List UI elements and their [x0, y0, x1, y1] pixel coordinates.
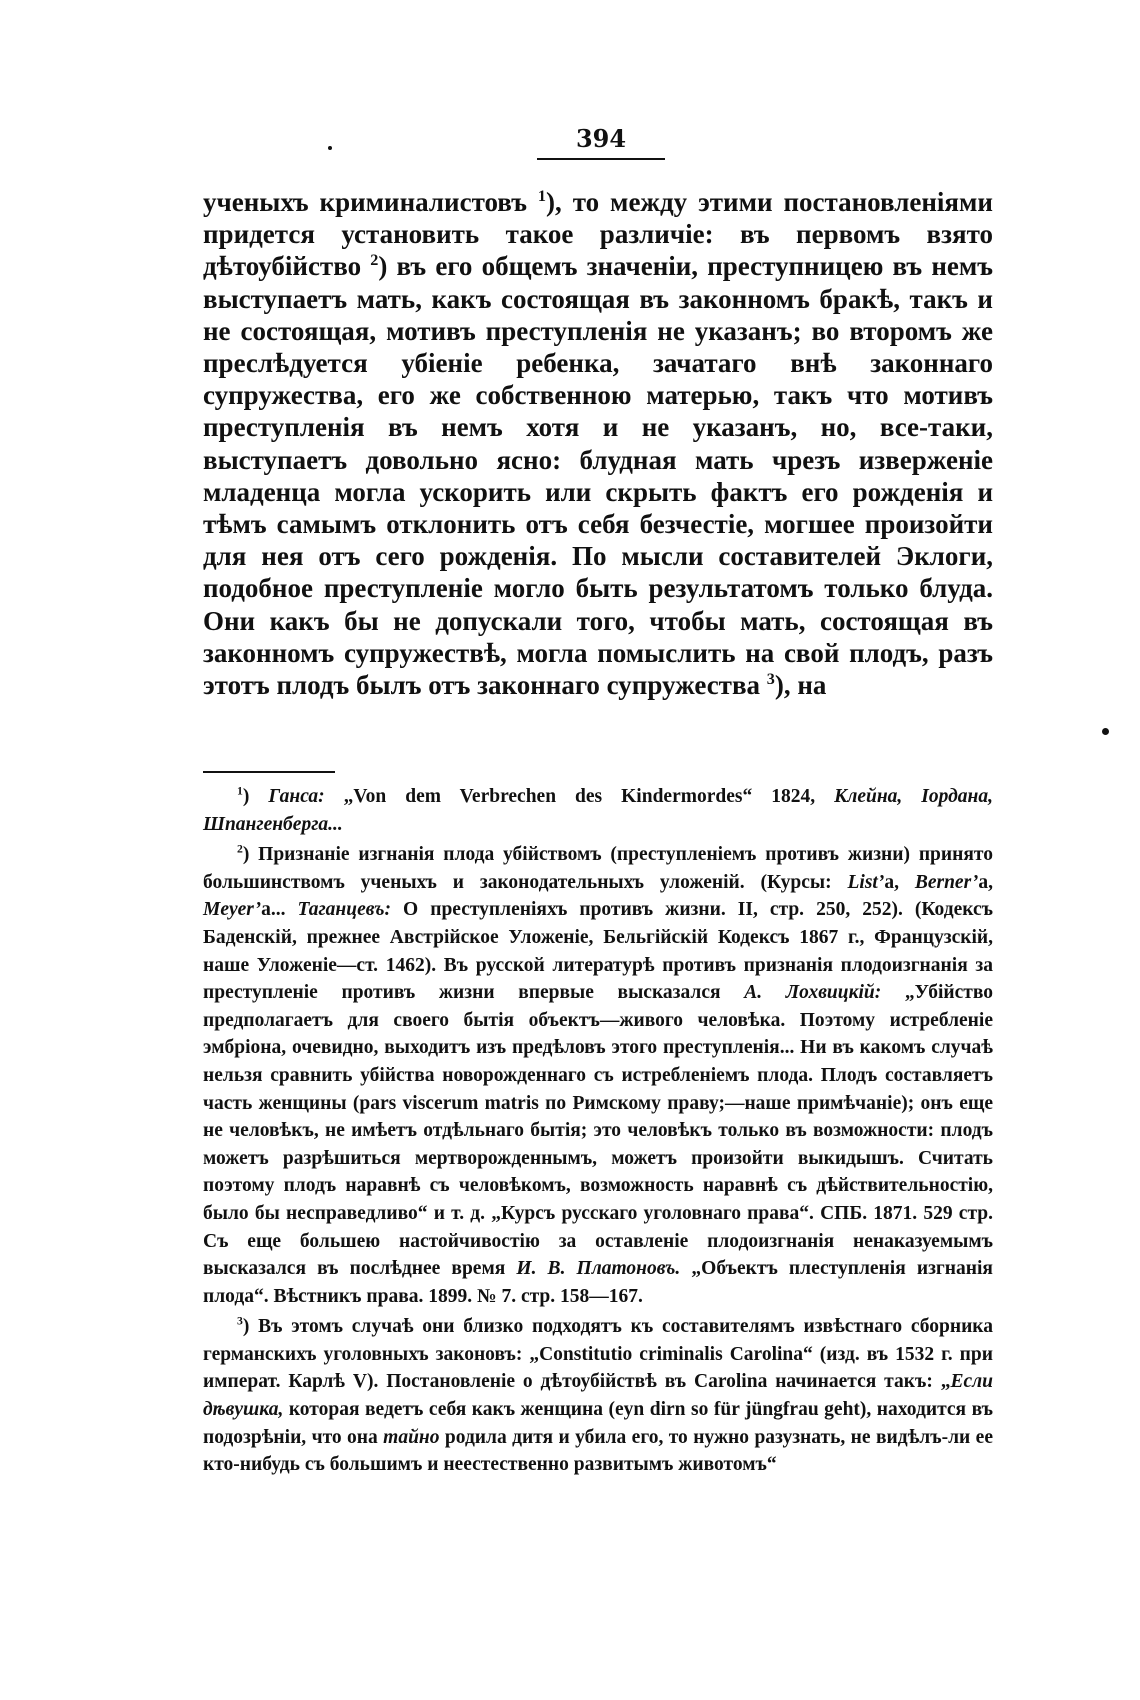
- stray-mark: [328, 146, 332, 150]
- text-run: „Убійство предполагаетъ для своего бытія объектъ—живого человѣка. Поэтому истребленіе эмбріона, очевидно, выходитъ изъ предѣловъ этого преступленія... Ни въ какомъ случаѣ нельзя сравнить убійства новорожденнаго съ истребленіемъ плода. Плодъ составляетъ часть женщины (pars viscerum matris по Римскому праву;—наше примѣчаніе); онъ еще не человѣкъ, не имѣетъ отдѣльнаго бытія; это человѣкъ только въ возможности: плодъ можетъ разрѣшиться мертворожденнымъ, можетъ произойти выкидышъ. Считать поэтому плодъ наравнѣ съ человѣкомъ, возможность наравнѣ съ дѣйствительностію, было бы несправедливо“ и т. д. „Курсъ русскаго уголовнаго права“. СПБ. 1871. 529 стр. Съ еще большею настойчивостію за оставленіе плодоизгнанія ненаказуемымъ высказался въ послѣднее время: [203, 982, 993, 1280]
- text-run: родила дитя и убила его, то нужно разузнать, не видѣлъ-ли ее кто-нибудь съ большимъ и неестественно развитымъ животомъ“: [203, 1426, 993, 1476]
- footnote-ref: 2: [237, 842, 243, 856]
- text-run: а,: [884, 871, 915, 893]
- text-run: ), на: [774, 670, 827, 701]
- page-number: 394: [537, 124, 665, 160]
- text-run: „Von dem Verbrechen des Kindermordes“ 1824,: [324, 786, 835, 807]
- text-run: а,: [978, 871, 993, 893]
- italic-span: Клейна, Іордана, Шпангенберга...: [203, 786, 993, 835]
- italic-span: List’: [847, 871, 885, 893]
- footnotes: [203, 783, 993, 1482]
- footnote-ref: 1: [237, 784, 243, 798]
- italic-span: Berner’: [914, 871, 979, 893]
- text-run: а...: [261, 899, 298, 921]
- stray-mark: [1102, 728, 1109, 735]
- footnote-rule: [203, 771, 335, 773]
- footnote-ref: 1: [537, 187, 546, 205]
- text-run: которая ведетъ себя какъ женщина (eyn dirn so für jüngfrau geht), находится въ подозрѣніи, что она: [203, 1399, 993, 1448]
- text-run: ), то между этими постановленіями придется установить такое различіе: въ первомъ взято дѣтоубійство: [203, 187, 993, 282]
- text-run: „Объектъ плеступленія изгнанія плода“. Вѣстникъ права. 1899. № 7. стр. 158—167.: [203, 1258, 993, 1307]
- text-run: О преступленіяхъ противъ жизни. II, стр. 250, 252). (Кодексъ Баденскій, прежнее Австрійское Уложеніе, Бельгійскій Кодексъ 1867 г., Французскій, наше Уложеніе—ст. 1462). Въ русской литературѣ противъ признанія плодоизгнанія за преступленіе противъ жизни впервые высказался: [203, 899, 994, 1004]
- text-run: ) Признаніе изгнанія плода убійствомъ (преступленіемъ противъ жизни) принято большинствомъ ученыхъ и законодательныхъ уложеній. (Курсы:: [203, 844, 993, 893]
- footnote-3: [203, 1313, 993, 1479]
- italic-span: И. В. Платоновъ.: [516, 1258, 681, 1280]
- text-run: ): [242, 786, 269, 807]
- footnote-2: [203, 841, 993, 1310]
- footnote-ref: 3: [766, 670, 775, 689]
- italic-span: Ганса:: [268, 786, 325, 807]
- text-run: ) Въ этомъ случаѣ они близко подходятъ къ составителямъ извѣстнаго сборника германскихъ уголовныхъ законовъ: „Constitutio criminalis Carolina“ (изд. въ 1532 г. при императ. Карлѣ V). Постановленіе о дѣтоубійствѣ въ Carolina начинается такъ: „: [203, 1316, 993, 1393]
- italic-span: тайно: [383, 1426, 440, 1448]
- italic-span: Meyer’: [203, 899, 262, 921]
- italic-span: Таганцевъ:: [297, 899, 391, 921]
- text-run: ученыхъ криминалистовъ: [203, 187, 538, 217]
- footnote-ref: 3: [237, 1314, 243, 1328]
- text-run: ) въ его общемъ значеніи, преступницею въ немъ выступаетъ мать, какъ состоящая въ законномъ бракѣ, такъ и не состоящая, мотивъ преступленія не указанъ; во второмъ же преслѣдуется убіеніе ребенка, зачатаго внѣ законнаго супружества, его же собственною матерью, такъ что мотивъ преступленія въ немъ хотя и не указанъ, но, все-таки, выступаетъ довольно ясно: блудная мать чрезъ изверженіе младенца могла ускорить или скрыть фактъ его рожденія и тѣмъ самымъ отклонить отъ себя безчестіе, могшее произойти для нея отъ сего рожденія. По мысли составителей Эклоги, подобное преступленіе могло быть результатомъ только блуда. Они какъ бы не допускали того, чтобы мать, состоящая въ законномъ супружествѣ, могла помыслить на свой плодъ, разъ этотъ плодъ былъ отъ законнаго супружества: [203, 251, 994, 701]
- main-text: [203, 186, 993, 701]
- italic-span: Если дѣвушка,: [203, 1371, 993, 1421]
- footnote-1: [203, 783, 993, 838]
- italic-span: А. Лохвицкій:: [744, 982, 882, 1004]
- footnote-ref: 2: [370, 251, 379, 270]
